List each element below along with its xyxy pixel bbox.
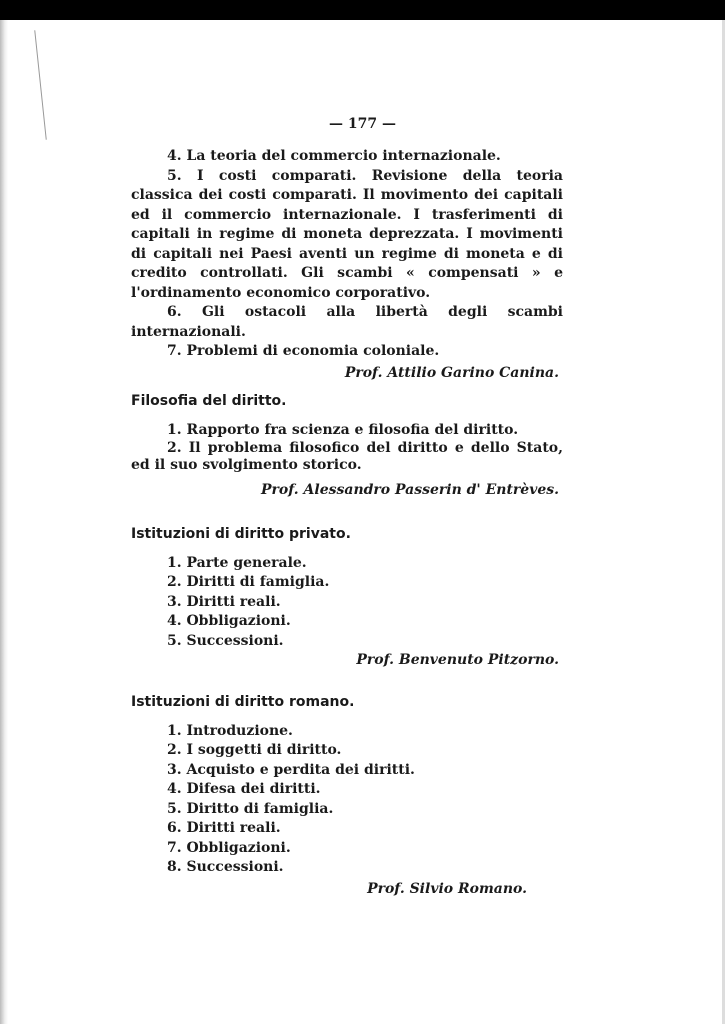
- section-filosofia-diritto: [131, 392, 563, 501]
- section-diritto-romano: [131, 693, 563, 899]
- list-item: 5. Diritto di famiglia.: [167, 800, 334, 817]
- section-economia-internazionale: [131, 147, 563, 383]
- list-item: 7. Obbligazioni.: [167, 839, 291, 856]
- list-item: 2. Il problema filosofico del diritto e dello Stato, ed il suo svolgimento storico.: [131, 440, 563, 473]
- list-item: 1. Parte generale.: [167, 554, 307, 571]
- list-item: 2. Diritti di famiglia.: [167, 574, 330, 590]
- professor-name: Prof. Attilio Garino Canina.: [344, 364, 559, 381]
- list-item: 5. I costi comparati. Revisione della teoria classica dei costi comparati. Il movimento dei capitali ed il commercio internazionale. I trasferimenti di capitali in regime di moneta deprezzata. I movimenti di capitali nei Paesi aventi un regime di moneta e di credito controllati. Gli scambi « compensati » e l'ordinamento economico corporativo.: [131, 167, 563, 301]
- page-number: — 177 —: [329, 116, 396, 132]
- list-item: 8. Successioni.: [167, 859, 284, 875]
- professor-name: Prof. Silvio Romano.: [367, 880, 527, 897]
- list-item: 4. Difesa dei diritti.: [167, 781, 321, 797]
- section-heading: Filosofia del diritto.: [131, 393, 287, 409]
- professor-name: Prof. Alessandro Passerin d' Entrèves.: [261, 482, 559, 498]
- section-heading: Istituzioni di diritto privato.: [131, 526, 351, 542]
- professor-name: Prof. Benvenuto Pitzorno.: [356, 652, 559, 668]
- section-diritto-privato: [131, 525, 563, 671]
- list-item: 1. Rapporto fra scienza e filosofia del diritto.: [167, 421, 519, 438]
- list-item: 2. I soggetti di diritto.: [167, 742, 342, 758]
- list-item: 4. Obbligazioni.: [167, 613, 291, 629]
- list-item: 4. La teoria del commercio internazionale.: [167, 148, 501, 164]
- section-heading: Istituzioni di diritto romano.: [131, 694, 355, 710]
- list-item: 5. Successioni.: [167, 632, 284, 649]
- scan-left-edge: [0, 20, 8, 1024]
- list-item: 3. Diritti reali.: [167, 593, 281, 610]
- scan-top-border: [0, 0, 725, 20]
- list-item: 7. Problemi di economia coloniale.: [167, 343, 440, 359]
- list-item: 6. Gli ostacoli alla libertà degli scambi internazionali.: [131, 304, 563, 340]
- list-item: 6. Diritti reali.: [167, 820, 281, 836]
- list-item: 1. Introduzione.: [167, 722, 293, 739]
- list-item: 3. Acquisto e perdita dei diritti.: [167, 761, 415, 778]
